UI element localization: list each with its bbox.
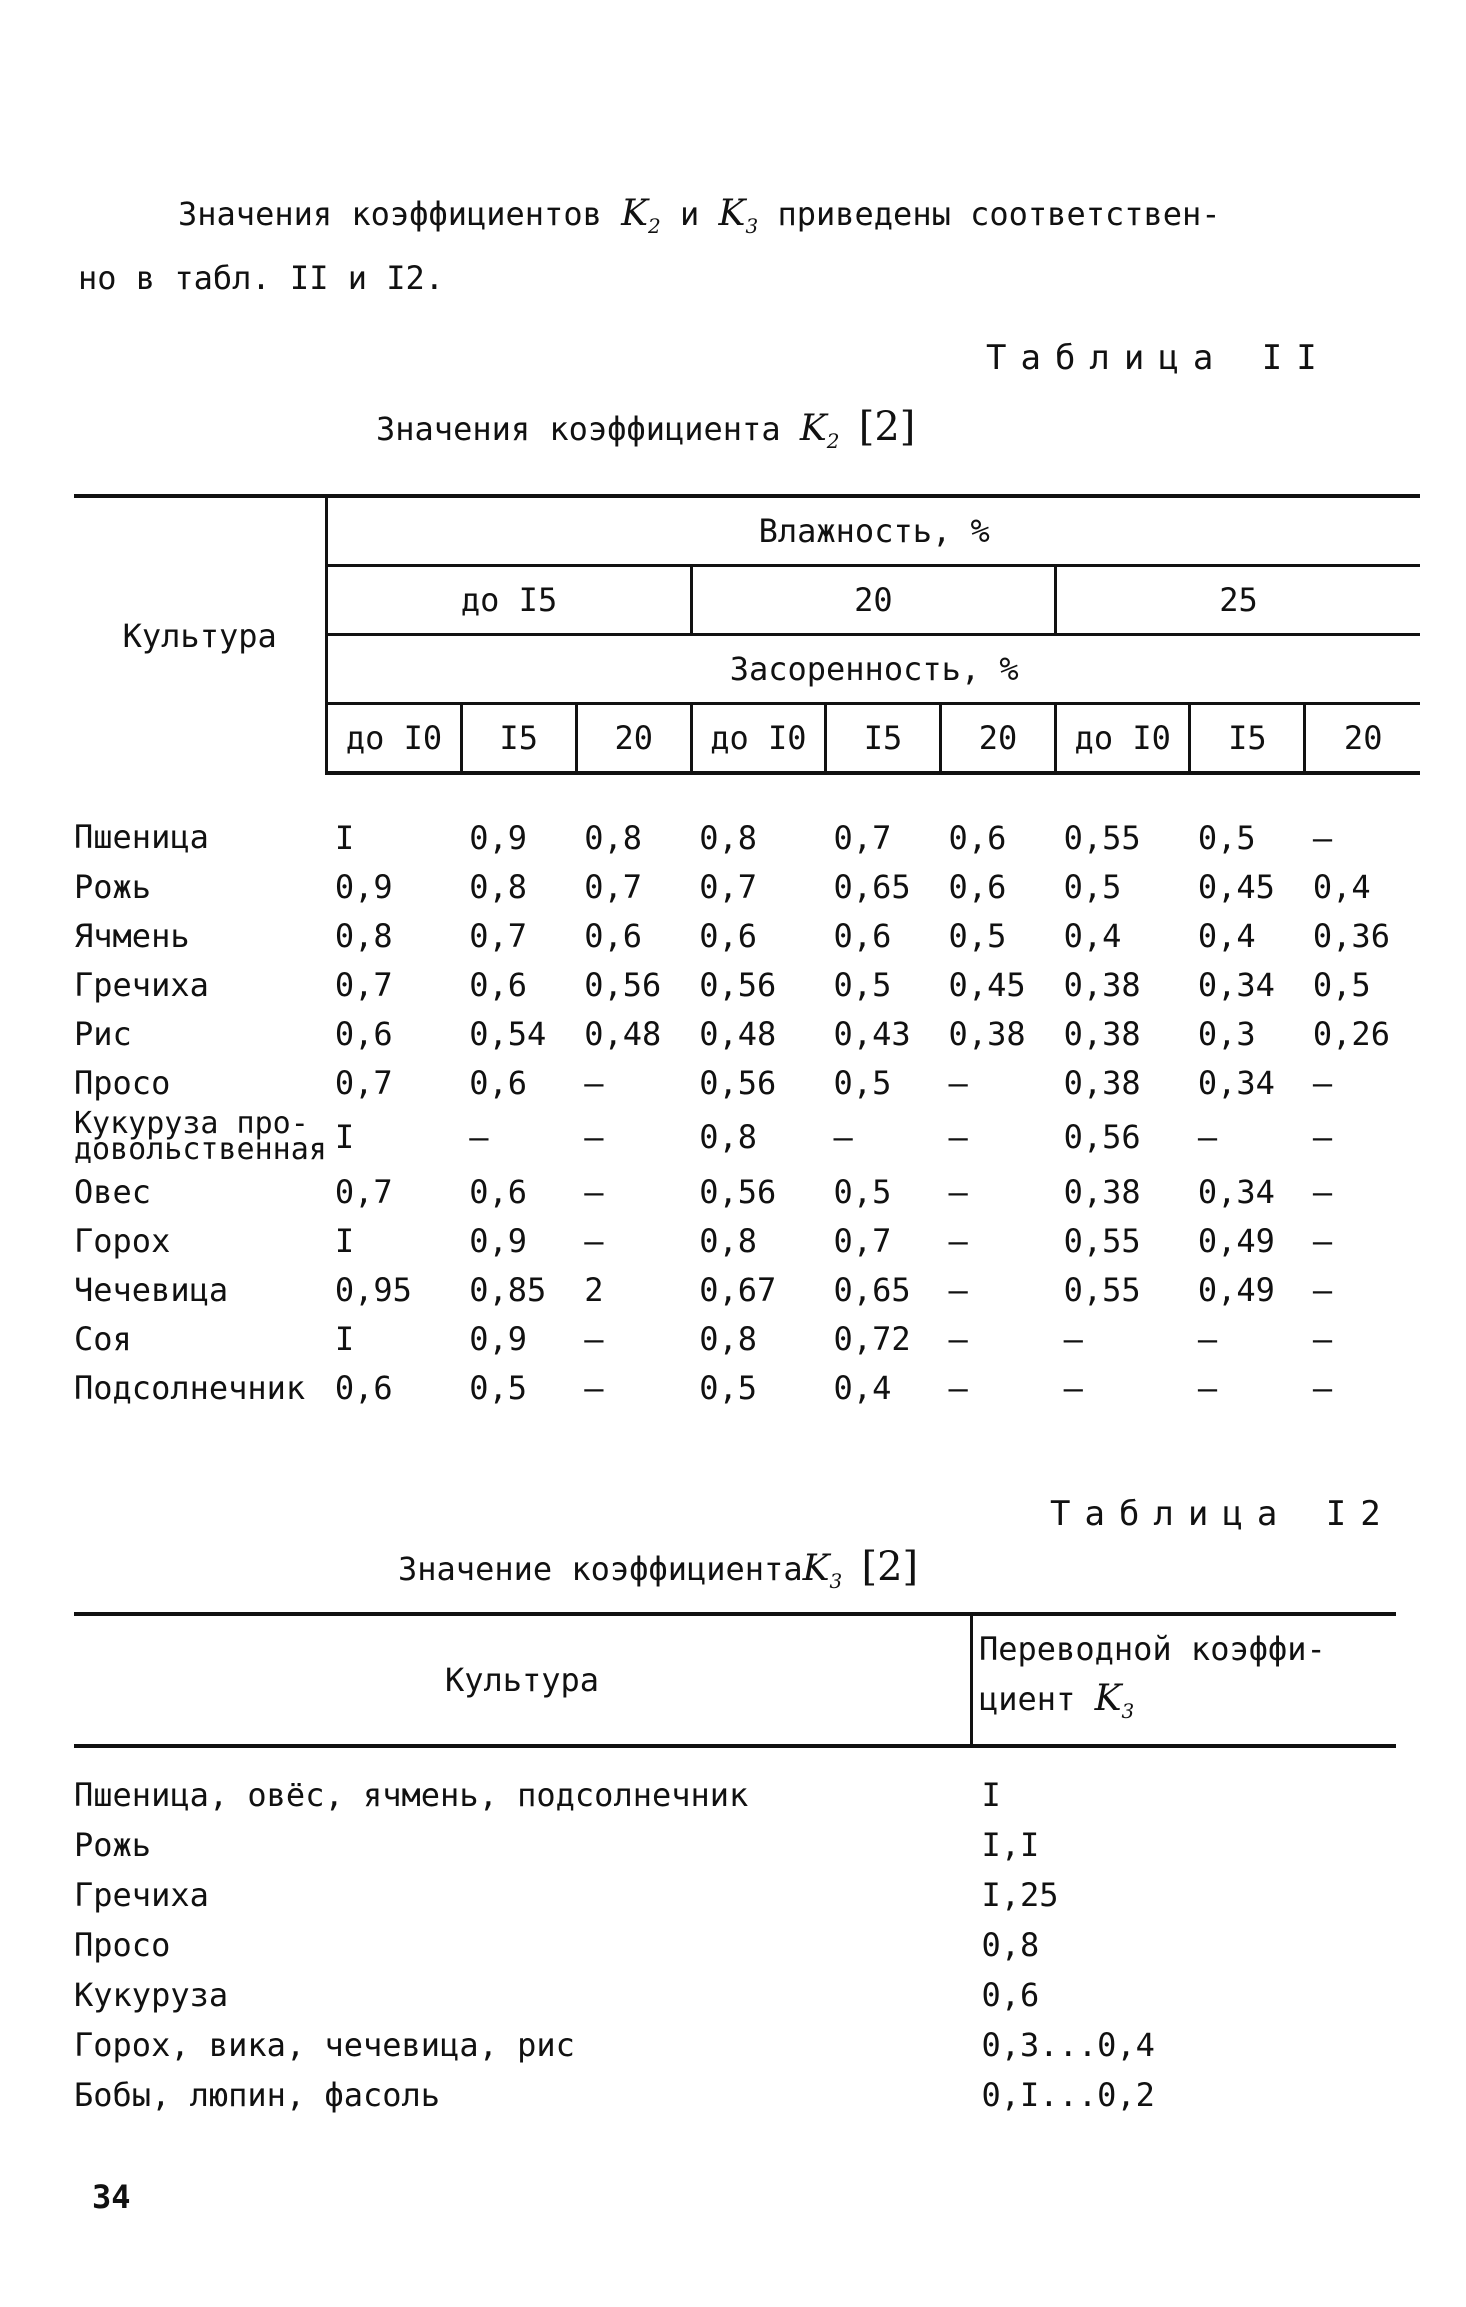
page-number: 34 [92,2178,131,2216]
coefficient-cell: 0,6 [584,916,642,955]
coefficient-cell: 0,5 [699,1368,758,1407]
coefficient-cell: 0,6 [469,1063,527,1102]
coefficient-cell: I [334,1118,355,1156]
table11-contamination-level: до I0 [1056,704,1190,774]
coefficient-cell: 0,34 [1197,965,1275,1004]
intro-line-2: но в табл. II и I2. [78,259,445,298]
coefficient-cell: 0,5 [833,1063,892,1102]
coefficient-cell: 0,7 [334,1063,393,1102]
crop-name: Пшеница, овёс, ячмень, подсолнечник [74,1776,749,1814]
table-row [74,1363,1420,1412]
coefficient-cell: 0,7 [334,1172,393,1211]
crop-name: Горох, вика, чечевица, рис [74,2026,575,2064]
coefficient-cell: 0,38 [1063,1172,1141,1211]
coefficient-cell: 2 [584,1270,604,1309]
conversion-coefficient: 0,6 [981,1976,1040,2014]
coefficient-cell: – [1312,1172,1333,1211]
intro-paragraph [78,188,1418,304]
coefficient-cell: 0,43 [833,1014,911,1053]
coefficient-cell: 0,6 [469,965,527,1004]
coefficient-cell: – [1063,1368,1083,1407]
crop-name: Просо [74,1063,171,1102]
coefficient-cell: – [469,1118,489,1156]
coefficient-cell: 0,55 [1063,1221,1141,1260]
coefficient-cell: 0,8 [699,1118,758,1156]
coefficient-cell: 0,56 [699,965,777,1004]
table-row [74,1970,1396,2020]
coefficient-cell: – [584,1172,604,1211]
table-row [74,1820,1396,1870]
table11-contamination-level: I5 [826,704,941,774]
k2-symbol: $K_2$ [621,193,661,239]
coefficient-cell: 0,6 [948,867,1007,906]
table11-contamination-level: 20 [941,704,1056,774]
crop-name: Подсолнечник [74,1368,306,1407]
coefficient-cell: 0,34 [1197,1063,1275,1102]
table11-humidity-level: 25 [1056,566,1420,635]
intro-text-start: Значения коэффициентов [178,195,622,233]
coefficient-cell: – [948,1063,968,1102]
coefficient-cell: – [1197,1118,1218,1156]
k3-symbol: $K_3$ [718,193,759,239]
coefficient-cell: 0,9 [469,1221,527,1260]
coefficient-cell: 0,3 [1197,1014,1256,1053]
conversion-coefficient: 0,8 [981,1926,1040,1964]
coefficient-cell: 0,45 [948,965,1026,1004]
conversion-coefficient: 0,3...0,4 [981,2026,1155,2064]
coefficient-cell: 0,54 [469,1014,547,1053]
coefficient-cell: – [948,1118,968,1156]
table-row [74,1314,1420,1363]
coefficient-cell: 0,95 [334,1270,412,1309]
coefficient-cell: 0,7 [469,916,527,955]
table-row [74,1107,1420,1167]
table11-contamination-level: I5 [461,704,576,774]
table12 [74,1612,1396,2120]
coefficient-cell: 0,5 [1312,965,1371,1004]
crop-name: Рис [74,1014,132,1053]
coefficient-cell: 0,26 [1312,1014,1390,1053]
coefficient-cell: 0,7 [833,818,892,857]
coefficient-cell: 0,56 [584,965,662,1004]
table12-number: Таблица I2 [1050,1494,1395,1534]
coefficient-cell: 0,6 [948,818,1007,857]
table-row [74,1870,1396,1920]
crop-name: Горох [74,1221,171,1260]
coefficient-cell: I [334,1319,355,1358]
table11-contamination-level: 20 [576,704,691,774]
crop-name: Чечевица [74,1270,229,1309]
coefficient-cell: 0,8 [699,818,758,857]
coefficient-cell: – [1197,1368,1218,1407]
coefficient-cell: 0,65 [833,867,911,906]
crop-name: Гречиха [74,1876,209,1914]
coefficient-cell: 0,56 [699,1172,777,1211]
crop-name: Бобы, люпин, фасоль [74,2076,441,2114]
coefficient-cell: 0,5 [833,1172,892,1211]
table11-contamination-level: I5 [1190,704,1305,774]
coefficient-cell: 0,5 [469,1368,527,1407]
coefficient-cell: 0,38 [1063,1063,1141,1102]
table-row [74,2020,1396,2070]
table-row [74,773,1420,862]
table-row [74,960,1420,1009]
table12-header-crop: Культура [74,1614,972,1746]
coefficient-cell: 0,5 [833,965,892,1004]
crop-name: Кукуруза про- довольственная [74,1106,327,1167]
coefficient-cell: 0,7 [699,867,758,906]
coefficient-cell: 0,8 [584,818,642,857]
coefficient-cell: 0,48 [699,1014,777,1053]
coefficient-cell: – [948,1368,968,1407]
crop-name: Просо [74,1926,171,1964]
coefficient-cell: 0,45 [1197,867,1275,906]
coefficient-cell: – [833,1118,853,1156]
table11-header-contamination: Засоренность, % [327,635,1420,704]
coefficient-cell: 0,5 [1197,818,1256,857]
coefficient-cell: 0,7 [334,965,393,1004]
intro-and: и [660,195,719,233]
coefficient-cell: – [1197,1319,1218,1358]
table11-contamination-level: до I0 [327,704,461,774]
coefficient-cell: – [1312,1221,1333,1260]
coefficient-cell: 0,8 [334,916,393,955]
coefficient-cell: 0,85 [469,1270,547,1309]
coefficient-cell: 0,6 [334,1014,393,1053]
coefficient-cell: 0,8 [699,1319,758,1358]
conversion-coefficient: I [981,1776,1001,1814]
coefficient-cell: 0,8 [469,867,527,906]
coefficient-cell: 0,72 [833,1319,911,1358]
coefficient-cell: 0,4 [1312,867,1371,906]
crop-name: Кукуруза [74,1976,229,2014]
conversion-coefficient: 0,I...0,2 [981,2076,1155,2114]
crop-name: Пшеница [74,817,209,856]
coefficient-cell: I [334,1221,355,1260]
coefficient-cell: 0,9 [334,867,393,906]
coefficient-cell: 0,56 [1063,1118,1141,1156]
table11-title: Значения коэффициента $K_2$ [2] [376,404,916,454]
coefficient-cell: – [584,1221,604,1260]
crop-name: Ячмень [74,916,190,955]
coefficient-cell: 0,38 [948,1014,1026,1053]
coefficient-cell: – [584,1063,604,1102]
table-row [74,862,1420,911]
table11-number: Таблица II [986,338,1331,378]
coefficient-cell: 0,5 [948,916,1007,955]
coefficient-cell: 0,4 [1197,916,1256,955]
coefficient-cell: 0,6 [469,1172,527,1211]
table-row [74,911,1420,960]
table11-humidity-level: 20 [691,566,1055,635]
coefficient-cell: 0,6 [699,916,758,955]
coefficient-cell: – [1312,818,1333,857]
coefficient-cell: – [948,1270,968,1309]
coefficient-cell: – [948,1172,968,1211]
coefficient-cell: 0,4 [833,1368,892,1407]
intro-line-1 [78,188,1418,252]
table11-humidity-level: до I5 [327,566,691,635]
table11-header-crop: Культура [74,496,327,773]
coefficient-cell: 0,5 [1063,867,1122,906]
table11-header-humidity: Влажность, % [327,496,1420,566]
coefficient-cell: 0,34 [1197,1172,1275,1211]
coefficient-cell: 0,6 [334,1368,393,1407]
table-row [74,1746,1396,1820]
coefficient-cell: 0,8 [699,1221,758,1260]
table-row [74,1265,1420,1314]
coefficient-cell: – [1312,1368,1333,1407]
coefficient-cell: 0,9 [469,818,527,857]
table12-header-coefficient: Переводной коэффи- циент $K_3$ [972,1614,1397,1746]
coefficient-cell: – [1312,1063,1333,1102]
table-row [74,1009,1420,1058]
coefficient-cell: 0,55 [1063,818,1141,857]
table-row [74,1058,1420,1107]
table-row [74,1216,1420,1265]
coefficient-cell: – [1312,1118,1333,1156]
coefficient-cell: – [1063,1319,1083,1358]
table12-title: Значение коэффициентаK$_3$ [2] [398,1544,919,1594]
coefficient-cell: – [1312,1319,1333,1358]
crop-name: Гречиха [74,965,209,1004]
table11 [74,494,1420,1412]
coefficient-cell: 0,6 [833,916,892,955]
coefficient-cell: 0,67 [699,1270,777,1309]
coefficient-cell: I [334,818,355,857]
coefficient-cell: 0,36 [1312,916,1390,955]
coefficient-cell: 0,7 [584,867,642,906]
coefficient-cell: 0,38 [1063,965,1141,1004]
table-row [74,2070,1396,2120]
coefficient-cell: – [584,1319,604,1358]
coefficient-cell: 0,65 [833,1270,911,1309]
crop-name: Рожь [74,867,152,906]
intro-text-end: приведены соответствен- [758,195,1221,233]
coefficient-cell: 0,7 [833,1221,892,1260]
table-row [74,1167,1420,1216]
coefficient-cell: – [948,1221,968,1260]
conversion-coefficient: I,I [981,1826,1040,1864]
crop-name: Соя [74,1319,132,1358]
crop-name: Рожь [74,1826,152,1864]
coefficient-cell: – [584,1368,604,1407]
coefficient-cell: 0,56 [699,1063,777,1102]
coefficient-cell: 0,55 [1063,1270,1141,1309]
coefficient-cell: – [948,1319,968,1358]
coefficient-cell: 0,4 [1063,916,1122,955]
table11-contamination-level: 20 [1305,704,1420,774]
coefficient-cell: – [584,1118,604,1156]
crop-name: Овес [74,1172,152,1211]
coefficient-cell: 0,48 [584,1014,662,1053]
coefficient-cell: 0,38 [1063,1014,1141,1053]
coefficient-cell: 0,49 [1197,1270,1275,1309]
conversion-coefficient: I,25 [981,1876,1059,1914]
coefficient-cell: 0,49 [1197,1221,1275,1260]
table11-contamination-level: до I0 [691,704,825,774]
table-row [74,1920,1396,1970]
coefficient-cell: – [1312,1270,1333,1309]
coefficient-cell: 0,9 [469,1319,527,1358]
